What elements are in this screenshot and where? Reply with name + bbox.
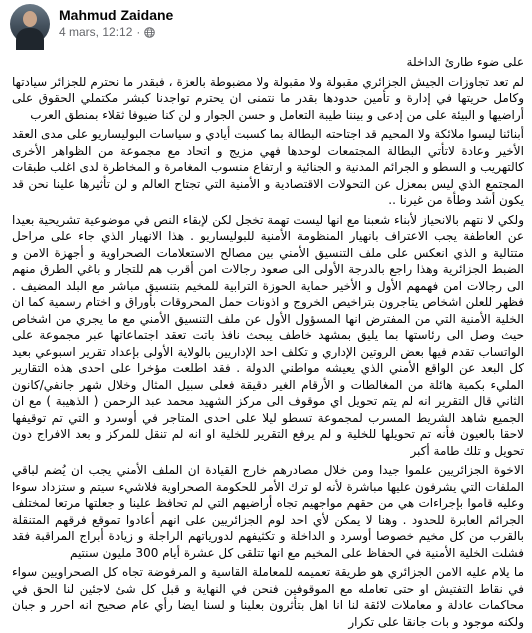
post-paragraph: ما يلام عليه الامن الجزائري هو طريقة تعميمه للمعاملة القاسية و المرفوضة تجاه كل الصحراويين سواء في نقاط التفتيش او حتى تعامله مع الموقوفين فنحن في النهاية و قبل كل شئ لاجئين لنا الحق في محاكمات عادلة و معاملات لائقة لنا انا اهل بتأثرون بعلينا و لسنا ايضا رأي عام صحيح انه احرر و جبان ولكنه موجود و بات جانقا على تكرار xyxy=(12,565,524,629)
post-paragraph: لم تعد تجاوزات الجيش الجزائري مقبولة ولا مقبولة ولا مضبوطة بالعزة ، فبقدر ما نحترم للجزائر سيادتها وكامل حريتها في إدارة و تأمين حدودها بقدر ما نتمنى ان يحترم تواجدنا كبشر مكتملي الحقوق على أراضيها و البيئة على من إدعى و بيننا طيبة التعامل و حسن الجوار و لن كنا ضيوفا ثقلاء بمنطق العرب xyxy=(12,74,524,122)
globe-icon[interactable] xyxy=(144,27,155,38)
post-header xyxy=(10,4,173,44)
author-avatar[interactable] xyxy=(10,4,50,44)
post-body xyxy=(12,54,524,633)
post-timestamp[interactable]: 4 mars, 12:12 xyxy=(59,25,133,39)
post-paragraph: على ضوء طارئ الداخلة xyxy=(406,55,524,69)
separator-dot: · xyxy=(136,25,141,39)
author-name[interactable]: Mahmud Zaidane xyxy=(59,7,174,23)
post-paragraph: ولكي لا نتهم بالانحياز لأبناء شعبنا مع انها ليست تهمة تخجل لكن لإبقاء النص في موضوعية تشريحية بعيدا عن العاطفة يجب الاعتراف بانهيار المنظومة الأمنية للبوليساريو . هذا الانهيار الذي جاء على مراحل متتالية و الذي انعكس على ملف التنسيق الأمني بين مصالح الاستعلامات الصحراوية و أجهزة الامن و الضبط الجزائرية وهذا راجع بالدرجة الأولى الى صعود رجالات امن أقرب هم للتجار و باغي الطرق منهم الى رجالات امن فهمهم الأول و الأخير حماية الحوزة الترابية للمخيم بتنسيق مباشر مع البلد المضيف . فظهر للعلن اشخاص يتاجرون بتراخيص الخروج و اذونات حمل المحروقات بأوراق و اختام رسمية كما ان الخلية الأمنية التي من المفترض انها المسؤول الأول عن ملف التنسيق الأمني مع ما يجري من اشخاص حيث وصل الى رئاستها بما يليق بمشهد خاطف يبحث نافذ باتت تعقد اجتماعاتها عبر مجموعة على الواتساب تقدم فيها بعض الروتين الإداري و تكلف احد الإداريين بالولاية الأولى بإعداد تقرير اسبوعي بعيد كل البعد عن الواقع الأمني الذي يعيشه مواطني الدولة . فقد اطلعت مؤخرا على احدى هذه التقارير المليء بكمية هائلة من المغالطات و الأرقام الغير دقيقة فعلى سبيل المثال وخلال شهر جانفي/كانون الثاني قال التقرير انه لم يتم تحويل اي موقوف الى مركز الشهيد محمد عبد الرحمن ( الذهيبة ) مع ان الجميع شاهد الشريط المسرب لمجموعة تسطو ليلا على احدى المتاجر في أوسرد و التي تم توقيفها لاحقا بالعيون فأنه تم تحويلها للخلية و لم يرفع التقرير للخلية او انه لم تنقل للمركز و بعد الافراج دون تحويل و تلك طامة أكبر xyxy=(12,212,524,458)
post-subline xyxy=(59,25,173,40)
post-paragraph: الاخوة الجزائريين علموا جيدا ومن خلال مصادرهم خارج القيادة ان الملف الأمني يجب ان يُضم لباقي الملفات التي يشرفون عليها مباشرة لأنه لو ترك الأمر للحكومة الصحراوية فلاشيء سيتم و ستزداد سوءا وعليه قاموا بإجراءات هي من حقهم مواجهيم تجاه أراضيهم التي لم تحافظ علينا و جعلتها مرتعا لمختلف الجرائم العابرة للحدود . وهنا لا يمكن لأي احد لوم الجزائريين على انهم أعادوا تموقع فرقهم المتنقلة بالقرب من كل مخيم خصوصا أوسرد و الداخلة و تكثيفهم لدورياتهم الراجلة و زيادة أبراج المراقبة فقد فشلت الخلية الأمنية في الحفاظ على المخيم مع انها تتلقى كل عشرة أيام 300 مليون سنتيم xyxy=(12,463,524,560)
post-meta xyxy=(59,4,173,40)
post-paragraph: أبنائنا ليسوا ملائكة ولا المحيم قد اجتاحته البطالة بما كسبت أيادي و سياسات البوليساريو على مدى العقد الأخير وعادة لاتأتي البطالة المجتمعات لوحدها فهي مزيج و اتحاد مع مجموعة من الظواهر الأخرى كالتهريب و السطو و الجرائم المدنية و الجنائية و ارتفاع منسوب المغامرة و المخاطرة لدى اغلب طبقات المجتمع الذي ليس بمعزل عن التحولات الاقتصادية و الأمنية التي تجتاح العالم و لن تأثيرها علينا نحن قد يكون أشد وطأة من غيرنا .. xyxy=(12,127,524,207)
